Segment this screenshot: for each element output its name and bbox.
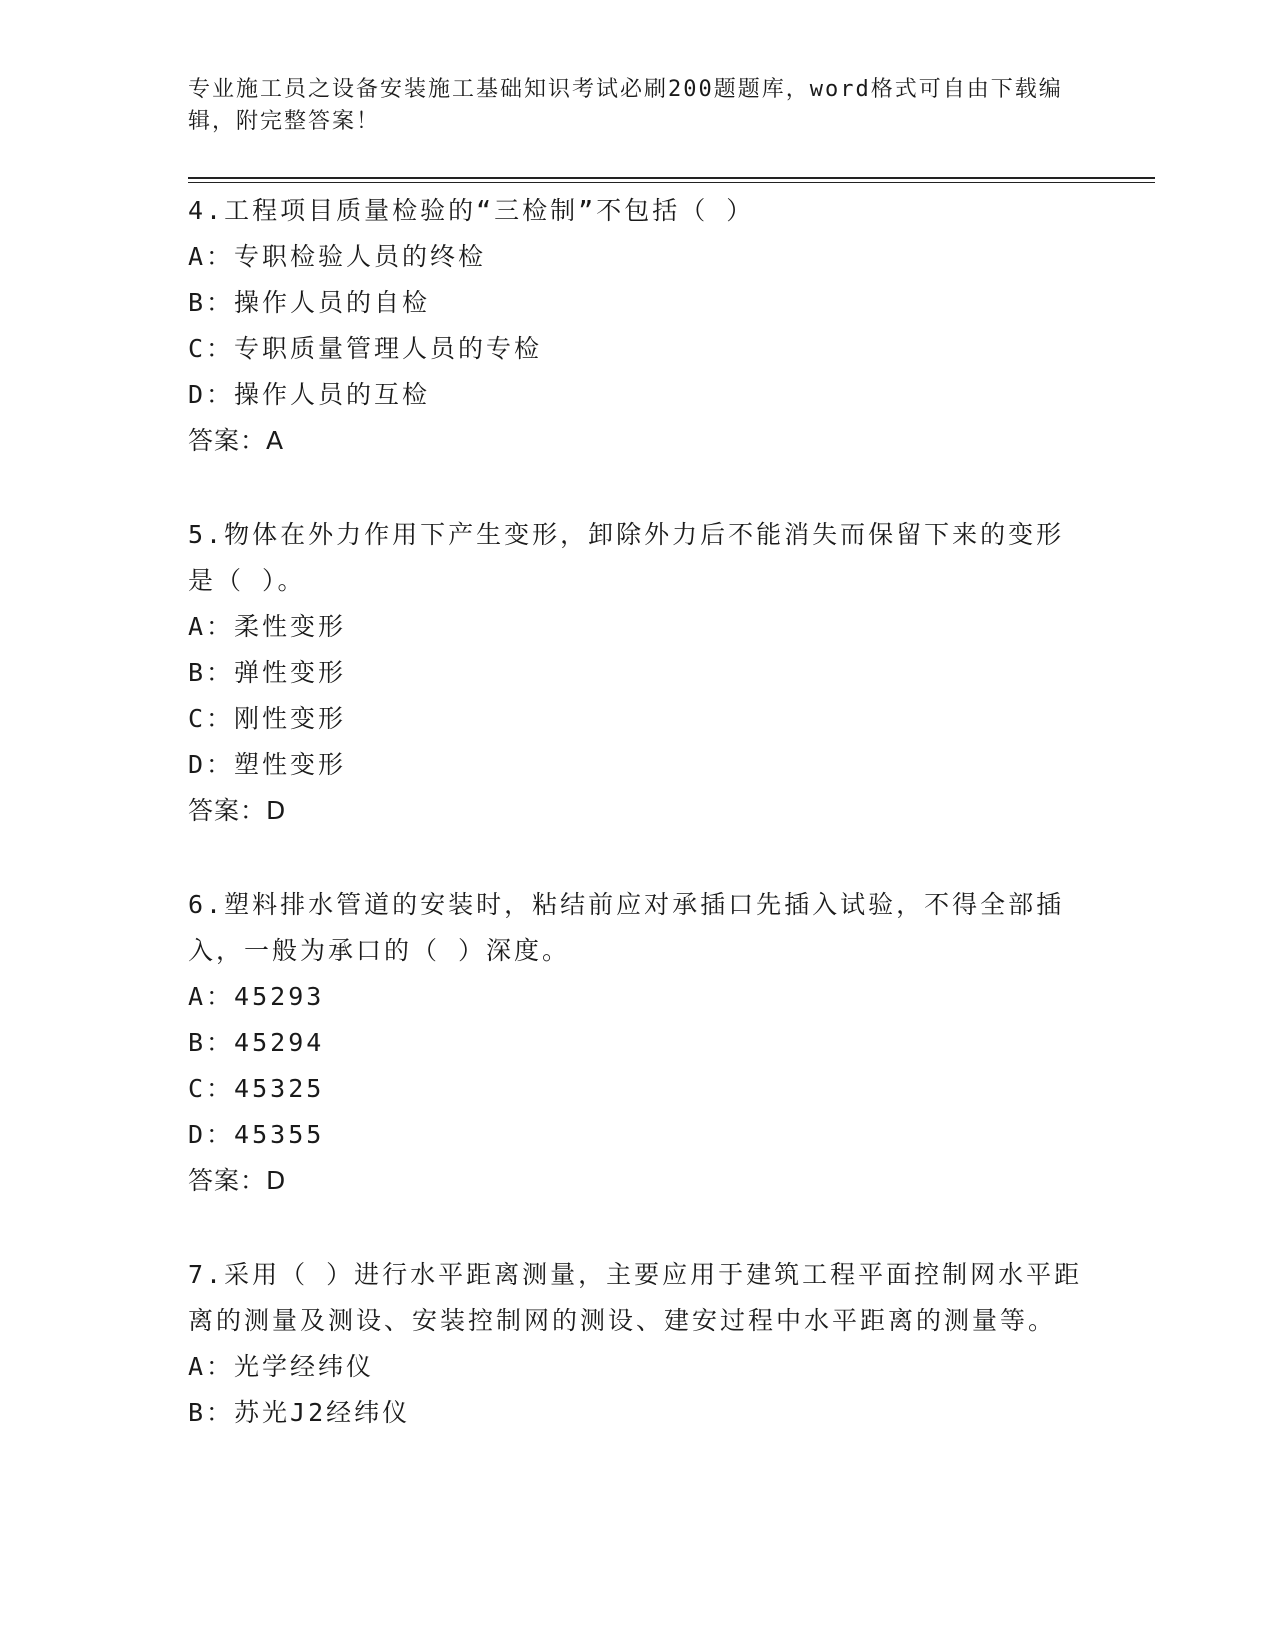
option-a: A：专职检验人员的终检 xyxy=(188,242,487,271)
option-b: B：操作人员的自检 xyxy=(188,288,431,317)
question-7 xyxy=(188,1252,1088,1436)
option-a: A：光学经纬仪 xyxy=(188,1352,375,1381)
document-header: 专业施工员之设备安装施工基础知识考试必刷200题题库，word格式可自由下载编辑，附完整答案！ xyxy=(188,77,1063,134)
question-text: 7.采用（ ）进行水平距离测量，主要应用于建筑工程平面控制网水平距离的测量及测设、安装控制网的测设、建安过程中水平距离的测量等。 xyxy=(188,1260,1083,1335)
header-divider-thick xyxy=(188,177,1155,179)
option-c: C：45325 xyxy=(188,1074,325,1103)
option-c: C：刚性变形 xyxy=(188,704,347,733)
question-5 xyxy=(188,512,1088,834)
option-c: C：专职质量管理人员的专检 xyxy=(188,334,543,363)
option-b: B：苏光J2经纬仪 xyxy=(188,1398,411,1427)
option-b: B：45294 xyxy=(188,1028,325,1057)
question-6 xyxy=(188,882,1088,1204)
answer-text: 答案：D xyxy=(188,1166,287,1195)
question-list xyxy=(188,188,1088,1484)
option-d: D：45355 xyxy=(188,1120,325,1149)
option-a: A：柔性变形 xyxy=(188,612,347,641)
question-4 xyxy=(188,188,1088,464)
header-divider-thin xyxy=(188,182,1155,183)
option-a: A：45293 xyxy=(188,982,325,1011)
answer-text: 答案：A xyxy=(188,426,285,455)
option-d: D：操作人员的互检 xyxy=(188,380,431,409)
question-text: 5.物体在外力作用下产生变形，卸除外力后不能消失而保留下来的变形是（ ）。 xyxy=(188,520,1065,595)
option-b: B：弹性变形 xyxy=(188,658,347,687)
answer-text: 答案：D xyxy=(188,796,287,825)
option-d: D：塑性变形 xyxy=(188,750,347,779)
question-text: 6.塑料排水管道的安装时，粘结前应对承插口先插入试验，不得全部插入，一般为承口的（ ）深度。 xyxy=(188,890,1065,965)
question-text: 4.工程项目质量检验的“三检制”不包括（ ） xyxy=(188,196,755,225)
